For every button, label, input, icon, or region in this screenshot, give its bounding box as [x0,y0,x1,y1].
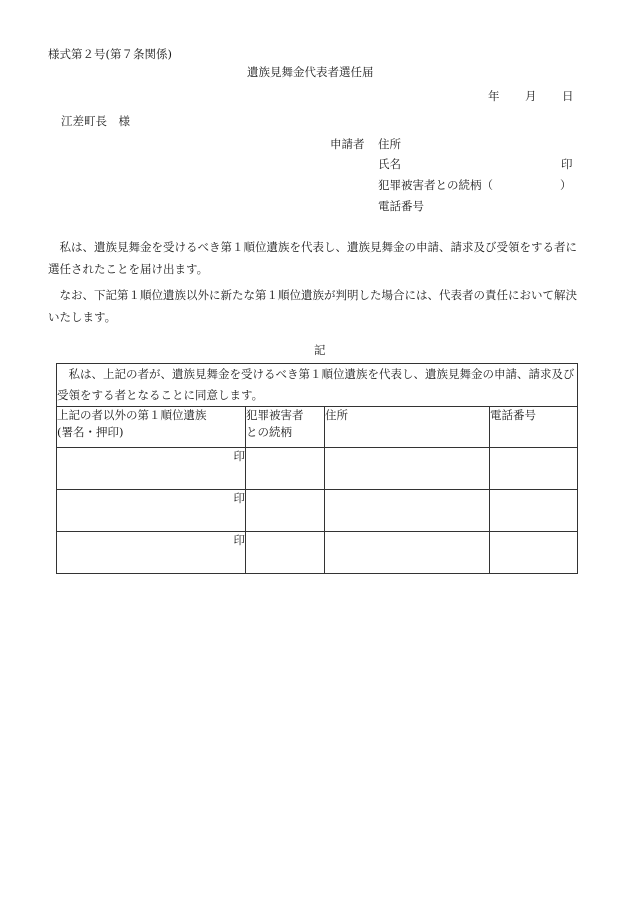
header-relation [246,407,325,448]
seal-mark: 印 [233,449,245,463]
relation-cell[interactable] [246,448,325,490]
header-phone: 電話番号 [490,407,578,448]
form-number: 様式第２号(第７条関係) [48,47,172,61]
phone-cell[interactable] [490,448,578,490]
consent-table [56,363,578,574]
relation-cell[interactable] [246,490,325,532]
applicant-relation-label: 犯罪被害者との続柄（ [378,178,493,192]
addressee: 江差町長 様 [61,114,130,128]
applicant-phone-label: 電話番号 [378,199,424,213]
address-cell[interactable] [325,448,490,490]
consent-statement: 私は、上記の者が、遺族見舞金を受けるべき第１順位遺族を代表し、遺族見舞金の申請、請求及び受領をする者となることに同意します。 [57,364,578,407]
record-heading: 記 [314,343,326,357]
phone-cell[interactable] [490,532,578,574]
date-month-label: 月 [525,89,537,103]
date-day-label: 日 [562,89,574,103]
resolution-paragraph: なお、下記第１順位遺族以外に新たな第１順位遺族が判明した場合には、代表者の責任において解決いたします。 [48,288,577,324]
declaration-body [48,236,588,328]
applicant-relation-close: ） [560,178,572,192]
table-row [57,490,578,532]
survivor-signature-cell[interactable] [57,490,246,532]
seal-mark: 印 [233,533,245,547]
address-cell[interactable] [325,532,490,574]
survivor-signature-cell[interactable] [57,532,246,574]
header-address: 住所 [325,407,490,448]
document-title: 遺族見舞金代表者選任届 [247,65,374,79]
header-relation-line1: 犯罪被害者 [246,408,304,422]
header-relation-line2: との続柄 [246,425,292,439]
address-cell[interactable] [325,490,490,532]
date-year-label: 年 [488,89,500,103]
relation-cell[interactable] [246,532,325,574]
header-signature-note: (署名・押印) [57,425,124,439]
survivor-signature-cell[interactable] [57,448,246,490]
table-row [57,448,578,490]
phone-cell[interactable] [490,490,578,532]
header-other-survivor [57,407,246,448]
applicant-name-label: 氏名 [378,157,401,171]
seal-mark: 印 [233,491,245,505]
applicant-role-label: 申請者 [330,137,365,151]
header-other-survivor-label: 上記の者以外の第１順位遺族 [57,408,207,422]
declaration-paragraph: 私は、遺族見舞金を受けるべき第１順位遺族を代表し、遺族見舞金の申請、請求及び受領をする者に選任されたことを届け出ます。 [48,240,577,276]
applicant-seal-mark: 印 [561,157,573,171]
applicant-address-label: 住所 [378,137,401,151]
table-row [57,532,578,574]
